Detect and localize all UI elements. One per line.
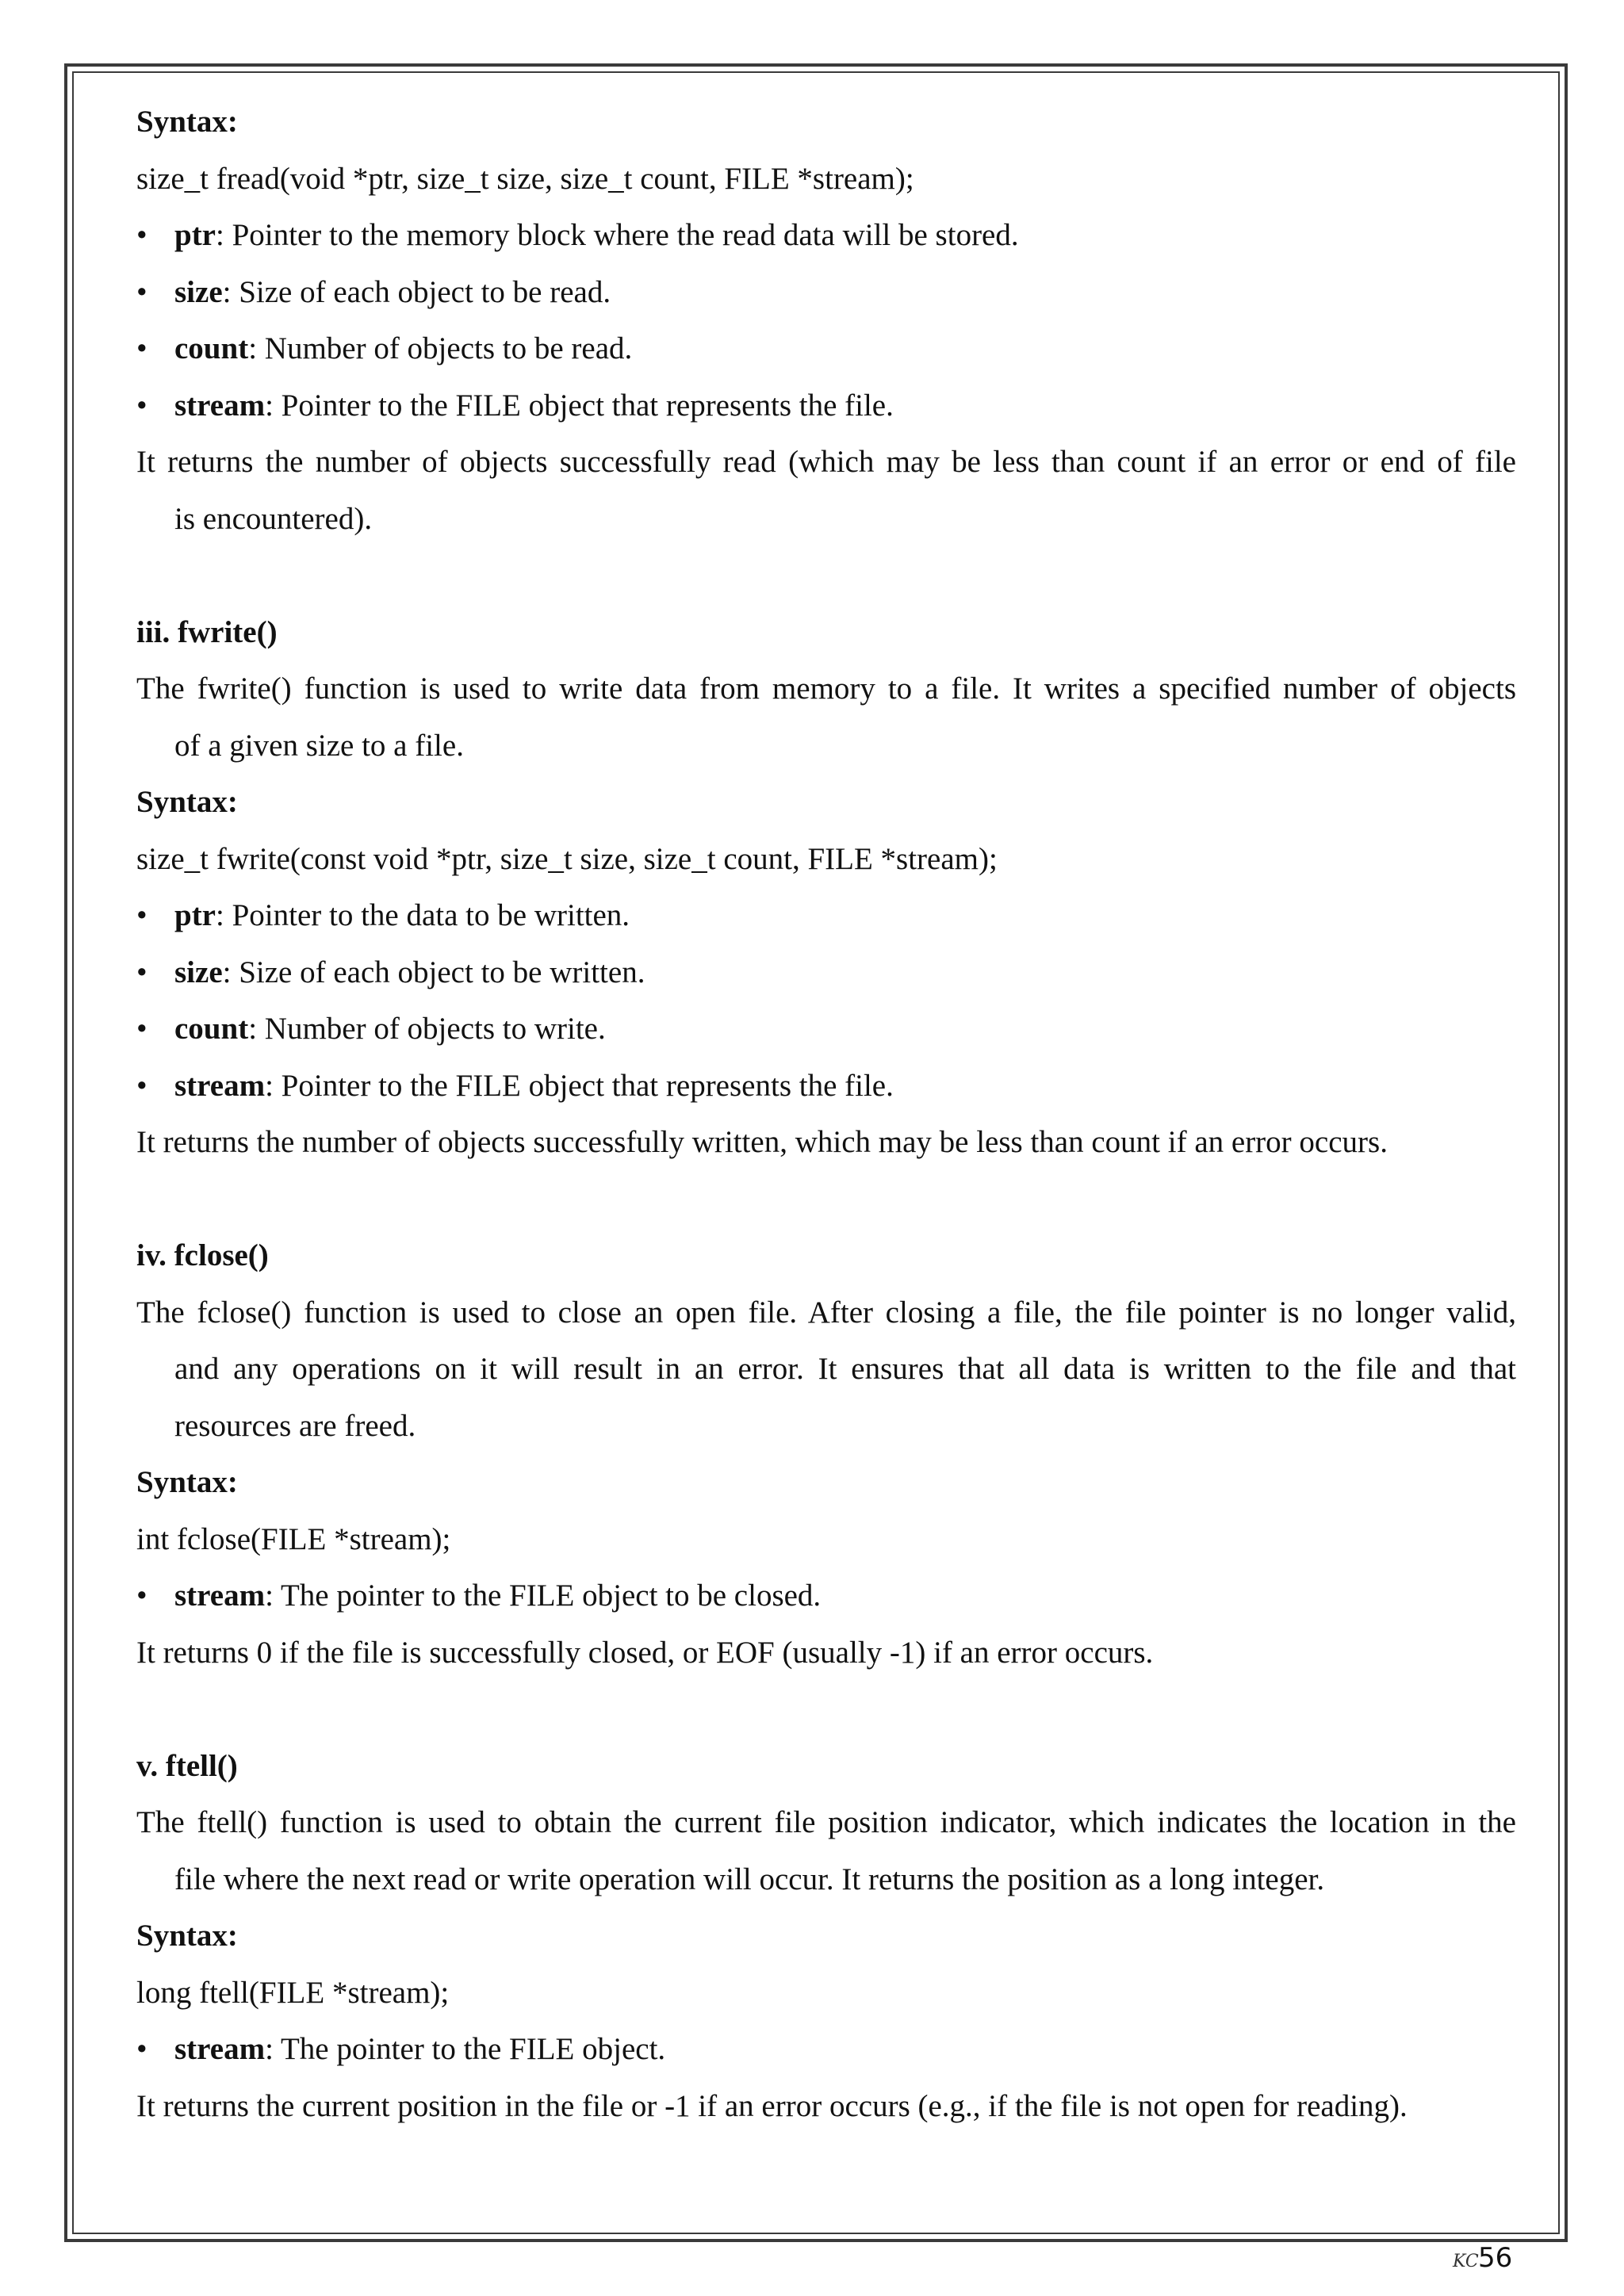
param-item	[136, 2021, 1516, 2078]
returns-paragraph	[136, 434, 1516, 547]
returns-line: is encountered).	[174, 501, 373, 536]
description-line: The ftell() function is used to obtain the current file position indicator, which indicates the location in the	[136, 1805, 1516, 1839]
returns-line: It returns the number of objects successfully written, which may be less than count if an error occurs.	[136, 1125, 1388, 1159]
param-item	[136, 887, 1516, 944]
param-item	[136, 264, 1516, 321]
bullet-icon: •	[136, 388, 147, 423]
param-item	[136, 207, 1516, 264]
bullet-icon: •	[136, 955, 147, 989]
bullet-icon: •	[136, 2032, 147, 2066]
param-item	[136, 1058, 1516, 1115]
bullet-icon: •	[136, 1012, 147, 1046]
section-heading-ftell: v. ftell()	[136, 1748, 238, 1783]
description-line: and any operations on it will result in an error. It ensures that all data is written to the file and that	[174, 1352, 1516, 1386]
spacer	[136, 547, 1516, 604]
syntax-signature: size_t fwrite(const void *ptr, size_t size, size_t count, FILE *stream);	[136, 841, 998, 876]
param-name: size	[174, 955, 223, 989]
bullet-icon: •	[136, 1068, 147, 1103]
param-desc: : Number of objects to write.	[248, 1012, 606, 1046]
description-paragraph	[136, 1284, 1516, 1455]
param-desc: : Pointer to the FILE object that represents the file.	[265, 388, 894, 423]
section-heading-fwrite: iii. fwrite()	[136, 614, 278, 649]
syntax-label: Syntax:	[136, 1919, 238, 1953]
description-line: The fclose() function is used to close an open file. After closing a file, the file pointer is no longer valid,	[136, 1295, 1516, 1330]
returns-line: It returns the current position in the file or -1 if an error occurs (e.g., if the file is not open for reading).	[136, 2088, 1408, 2123]
returns-line: It returns 0 if the file is successfully closed, or EOF (usually -1) if an error occurs.	[136, 1635, 1154, 1670]
description-line: of a given size to a file.	[174, 728, 464, 763]
description-line: The fwrite() function is used to write data from memory to a file. It writes a specified number of objects	[136, 672, 1516, 706]
syntax-label: Syntax:	[136, 105, 238, 139]
returns-line: It returns the number of objects successfully read (which may be less than count if an error or end of file	[136, 445, 1516, 479]
syntax-label: Syntax:	[136, 1465, 238, 1499]
param-name: count	[174, 1012, 249, 1046]
syntax-signature: int fclose(FILE *stream);	[136, 1521, 451, 1556]
param-item	[136, 1001, 1516, 1058]
param-desc: : Pointer to the data to be written.	[216, 898, 630, 932]
param-item	[136, 377, 1516, 434]
param-desc: : Size of each object to be read.	[222, 274, 611, 309]
param-desc: : The pointer to the FILE object to be closed.	[265, 1578, 822, 1613]
description-paragraph	[136, 660, 1516, 774]
param-desc: : Size of each object to be written.	[222, 955, 645, 989]
bullet-icon: •	[136, 218, 147, 252]
syntax-signature: long ftell(FILE *stream);	[136, 1975, 450, 2010]
param-name: ptr	[174, 898, 216, 932]
param-item	[136, 944, 1516, 1001]
description-paragraph	[136, 1794, 1516, 1908]
param-desc: : Number of objects to be read.	[248, 331, 633, 365]
param-desc: : Pointer to the FILE object that represents the file.	[265, 1068, 894, 1103]
bullet-icon: •	[136, 898, 147, 932]
param-name: stream	[174, 1578, 266, 1613]
bullet-icon: •	[136, 1578, 147, 1613]
param-item	[136, 1567, 1516, 1624]
syntax-label: Syntax:	[136, 785, 238, 819]
bullet-icon: •	[136, 331, 147, 365]
section-heading-fclose: iv. fclose()	[136, 1238, 269, 1272]
bullet-icon: •	[136, 274, 147, 309]
spacer	[136, 1681, 1516, 1738]
description-line: file where the next read or write operation will occur. It returns the position as a long integer.	[174, 1862, 1325, 1896]
param-name: stream	[174, 2032, 266, 2066]
param-name: stream	[174, 388, 266, 423]
param-desc: : Pointer to the memory block where the read data will be stored.	[216, 218, 1019, 252]
param-name: size	[174, 274, 223, 309]
param-name: count	[174, 331, 249, 365]
param-name: ptr	[174, 218, 216, 252]
syntax-signature: size_t fread(void *ptr, size_t size, size_t count, FILE *stream);	[136, 161, 914, 196]
spacer	[136, 1171, 1516, 1228]
page-number: 56	[1478, 2242, 1513, 2274]
param-name: stream	[174, 1068, 266, 1103]
description-line: resources are freed.	[174, 1408, 416, 1443]
param-desc: : The pointer to the FILE object.	[265, 2032, 666, 2066]
footer-logo-mark: KC	[1453, 2252, 1479, 2271]
document-body	[136, 94, 1516, 2134]
param-item	[136, 320, 1516, 377]
